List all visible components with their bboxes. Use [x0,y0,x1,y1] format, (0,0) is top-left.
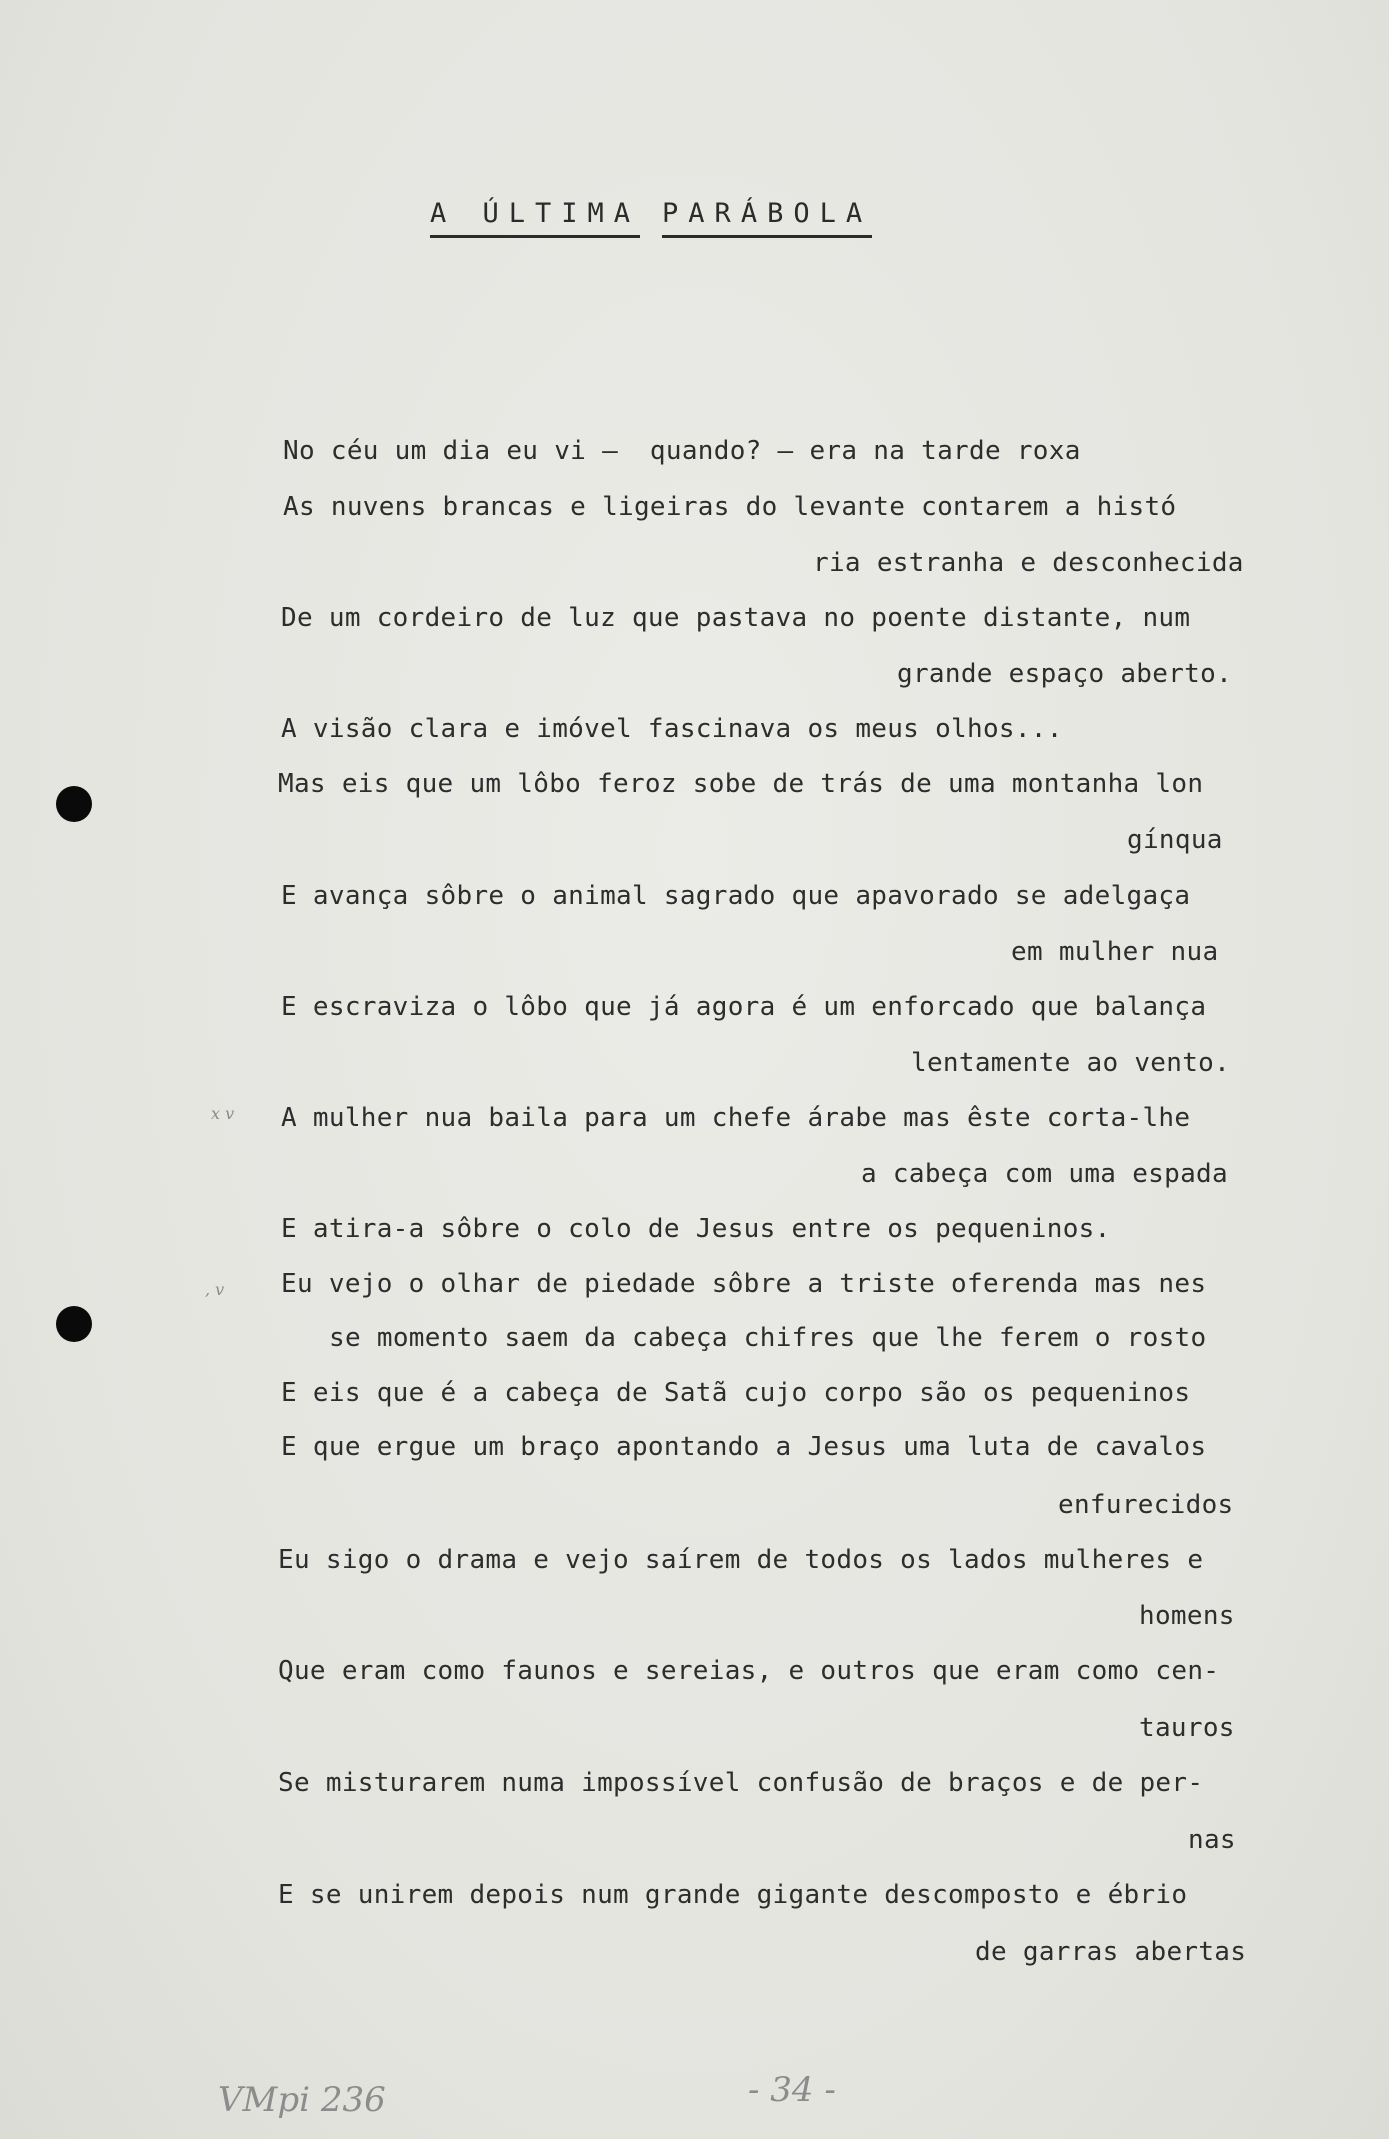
poem-line: a cabeça com uma espada [861,1159,1228,1189]
poem-line: ria estranha e desconhecida [813,548,1244,578]
poem-line: E avança sôbre o animal sagrado que apavorado se adelgaça [281,881,1191,911]
poem-line: se momento saem da cabeça chifres que lhe ferem o rosto [329,1323,1207,1353]
poem-line: Mas eis que um lôbo feroz sobe de trás de uma montanha lon [278,769,1204,799]
poem-line: gínqua [1127,825,1223,855]
poem-line: A mulher nua baila para um chefe árabe mas êste corta-lhe [281,1103,1191,1133]
poem-line: em mulher nua [1011,937,1219,967]
poem-line: E atira-a sôbre o colo de Jesus entre os pequeninos. [281,1214,1111,1244]
poem-line: enfurecidos [1058,1490,1234,1520]
archive-reference: VMpi 236 [218,2080,386,2120]
poem-line: de garras abertas [975,1937,1247,1967]
poem-line: E se unirem depois num grande gigante descomposto e ébrio [278,1880,1188,1910]
poem-title [430,198,872,238]
margin-mark: x v [211,1104,235,1123]
poem-line: A visão clara e imóvel fascinava os meus olhos... [281,714,1063,744]
poem-line: homens [1139,1601,1235,1631]
punch-hole-bottom [56,1306,92,1342]
poem-line: As nuvens brancas e ligeiras do levante contarem a histó [283,492,1177,522]
punch-hole-top [56,786,92,822]
poem-line: nas [1188,1825,1236,1855]
poem-line: De um cordeiro de luz que pastava no poente distante, num [281,603,1191,633]
poem-line: E que ergue um braço apontando a Jesus uma luta de cavalos [281,1432,1207,1462]
poem-line: E eis que é a cabeça de Satã cujo corpo são os pequeninos [281,1378,1191,1408]
poem-line: Eu sigo o drama e vejo saírem de todos os lados mulheres e [278,1545,1204,1575]
title-word-2: PARÁBOLA [662,198,872,238]
poem-line: Eu vejo o olhar de piedade sôbre a triste oferenda mas nes [281,1269,1207,1299]
poem-line: Se misturarem numa impossível confusão de braços e de per- [278,1768,1204,1798]
poem-line: lentamente ao vento. [911,1048,1231,1078]
margin-mark: , v [205,1280,225,1299]
poem-line: tauros [1139,1713,1235,1743]
page-number: - 34 - [748,2070,836,2110]
poem-line: grande espaço aberto. [897,659,1233,689]
poem-line: No céu um dia eu vi — quando? — era na tarde roxa [283,436,1081,466]
title-word-1: A ÚLTIMA [430,198,640,238]
poem-line: E escraviza o lôbo que já agora é um enforcado que balança [281,992,1207,1022]
poem-line: Que eram como faunos e sereias, e outros que eram como cen- [278,1656,1220,1686]
